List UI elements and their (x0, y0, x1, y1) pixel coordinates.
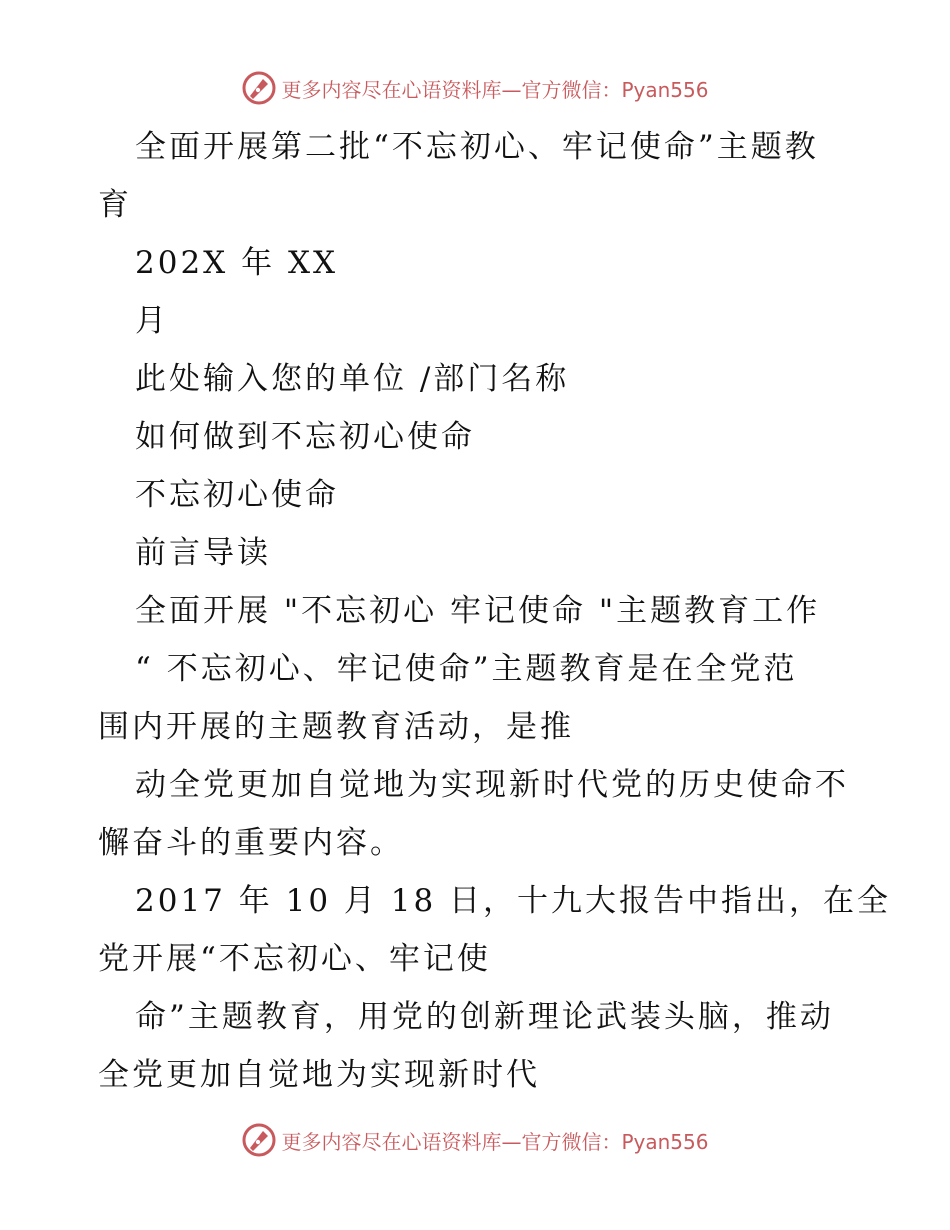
doc-date-line-2: 月 (135, 303, 169, 339)
doc-date-line-1: 202X 年 XX (135, 245, 339, 281)
doc-heading-preface: 前言导读 (135, 535, 271, 571)
doc-paragraph-line: 懈奋斗的重要内容。 (98, 825, 404, 861)
doc-department-line: 此处输入您的单位 /部门名称 (135, 361, 570, 397)
doc-paragraph-line: 全党更加自觉地为实现新时代 (98, 1057, 540, 1093)
doc-title-line-1: 全面开展第二批“不忘初心、牢记使命”主题教 (135, 129, 819, 165)
doc-paragraph-line: 党开展“不忘初心、牢记使 (98, 941, 491, 977)
doc-paragraph-line: 命”主题教育，用党的创新理论武装头脑，推动 (135, 999, 834, 1035)
pen-nib-logo-icon (241, 70, 277, 106)
doc-paragraph-line: 动全党更加自觉地为实现新时代党的历史使命不 (135, 767, 849, 803)
watermark-text: 更多内容尽在心语资料库—官方微信：Pyan556 (281, 77, 709, 102)
header-watermark (0, 68, 950, 108)
document-body (98, 118, 892, 1104)
doc-paragraph-line: 2017 年 10 月 18 日，十九大报告中指出，在全 (135, 883, 892, 919)
doc-paragraph-line: “ 不忘初心、牢记使命”主题教育是在全党范 (135, 651, 798, 687)
doc-paragraph-line: 全面开展 "不忘初心 牢记使命 "主题教育工作 (135, 593, 821, 629)
doc-heading-mission: 不忘初心使命 (135, 477, 339, 513)
pen-nib-logo-icon (241, 1122, 277, 1158)
doc-heading-how: 如何做到不忘初心使命 (135, 419, 475, 455)
footer-watermark (0, 1120, 950, 1160)
doc-paragraph-line: 围内开展的主题教育活动，是推 (98, 709, 574, 745)
doc-title-line-2: 育 (98, 187, 132, 223)
watermark-text: 更多内容尽在心语资料库—官方微信：Pyan556 (281, 1129, 709, 1154)
